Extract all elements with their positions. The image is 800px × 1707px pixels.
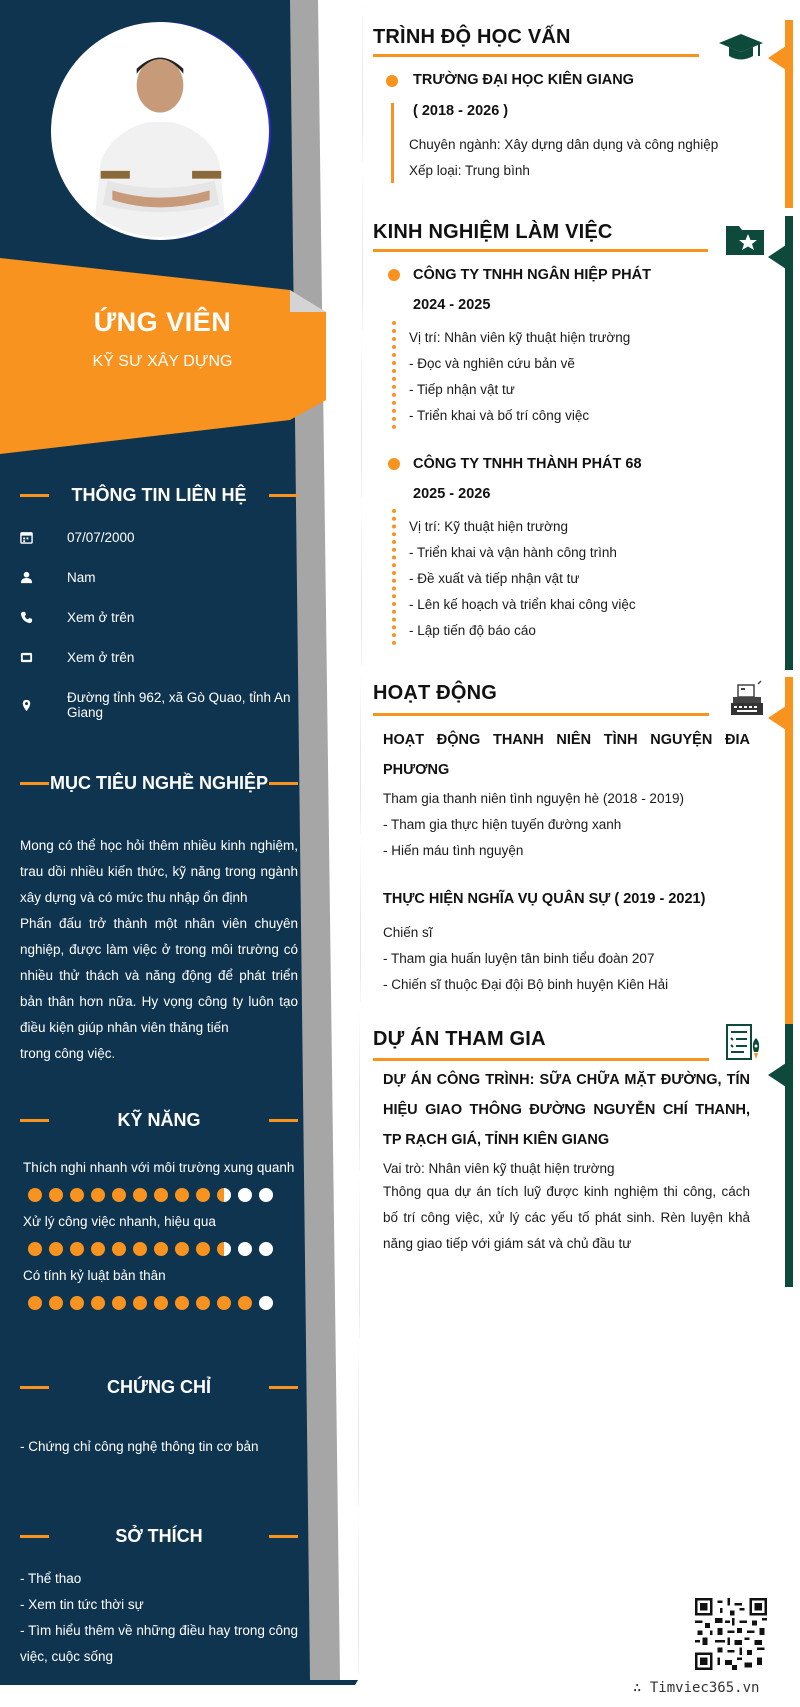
hobby-item: - Xem tin tức thời sự [20, 1597, 144, 1612]
skill-dot [217, 1296, 231, 1310]
activity-title: THỰC HIỆN NGHĨA VỤ QUÂN SỰ ( 2019 - 2021) [383, 891, 706, 907]
hobby-item: - Tìm hiểu thêm về những điều hay trong công việc, cuộc sống [20, 1623, 298, 1664]
skill-dot [196, 1242, 210, 1256]
skill-dot [28, 1296, 42, 1310]
activity-detail: - Tham gia huấn luyện tân binh tiểu đoàn 207 [383, 951, 655, 966]
project-title: DỰ ÁN CÔNG TRÌNH: SỮA CHỮA MẶT ĐƯỜNG, TÍN HIỆU GIAO THÔNG ĐƯỜNG NGUYỄN CHÍ THANH, TP RẠCH GIÁ, TỈNH KIÊN GIANG [383, 1072, 750, 1148]
contact-email: Xem ở trên [20, 650, 134, 665]
user-icon [20, 571, 46, 584]
skill-dot [70, 1296, 84, 1310]
skill-dot [154, 1242, 168, 1256]
avatar [51, 22, 269, 240]
skill-dot [154, 1296, 168, 1310]
hobbies-heading: SỞ THÍCH [20, 1526, 298, 1547]
skill-dot [49, 1296, 63, 1310]
experience-bullet [388, 458, 400, 470]
education-bullet [386, 75, 398, 87]
candidate-name: ỨNG VIÊN [93, 307, 232, 337]
skill-dot [175, 1242, 189, 1256]
skill-dot [238, 1296, 252, 1310]
qr-code [695, 1598, 767, 1670]
folder-star-icon [725, 222, 765, 256]
skill-dot [49, 1242, 63, 1256]
skills-heading: KỸ NĂNG [20, 1110, 298, 1131]
experience-heading: KINH NGHIỆM LÀM VIỆC [373, 221, 713, 244]
skill-dot [133, 1242, 147, 1256]
skill-dot [112, 1242, 126, 1256]
skill-dot [91, 1188, 105, 1202]
skill-dot [112, 1188, 126, 1202]
education-school: TRƯỜNG ĐẠI HỌC KIÊN GIANG [413, 72, 634, 88]
skill-dot [217, 1188, 231, 1202]
project-description: Thông qua dự án tích luỹ được kinh nghiệm thi công, cách bố trí công việc, xử lý các yếu tố phát sinh. Rèn luyện khả năng giao tiếp với giám sát và chủ đầu tư [383, 1184, 750, 1251]
objective-paragraph: Mong có thể học hỏi thêm nhiều kinh nghiệm, trau dồi nhiều kiến thức, kỹ năng trong ngành xây dựng và có mức thu nhập ổn định [20, 838, 298, 905]
skill-dot [28, 1242, 42, 1256]
experience-timeline [392, 321, 396, 429]
brand-watermark: ∴ Timviec365.vn [633, 1680, 760, 1696]
skill-label: Có tính kỷ luật bản thân [23, 1268, 166, 1283]
job-detail: Vị trí: Nhân viên kỹ thuật hiện trường [409, 330, 631, 345]
activity-detail: - Tham gia thực hiện tuyến đường xanh [383, 817, 622, 832]
skill-dot [217, 1242, 231, 1256]
job-period: 2025 - 2026 [413, 486, 491, 502]
contact-birthday: 07/07/2000 [20, 530, 135, 545]
job-detail: - Tiếp nhận vật tư [409, 382, 515, 397]
education-period: ( 2018 - 2026 ) [413, 103, 509, 119]
skill-dot [49, 1188, 63, 1202]
education-major: Chuyên ngành: Xây dựng dân dụng và công nghiệp [409, 137, 719, 152]
projects-heading: DỰ ÁN THAM GIA [373, 1028, 713, 1051]
education-timeline [391, 103, 394, 183]
activities-side-bar [785, 677, 793, 1024]
objective-text [20, 833, 298, 1067]
typewriter-icon [728, 680, 766, 718]
job-detail: - Triển khai và vận hành công trình [409, 545, 617, 560]
contact-address: Đường tỉnh 962, xã Gò Quao, tỉnh An Giang [20, 690, 330, 720]
avatar-photo [54, 25, 266, 237]
experience-side-bar [785, 216, 793, 670]
job-company: CÔNG TY TNHH THÀNH PHÁT 68 [413, 456, 642, 472]
activities-heading: HOẠT ĐỘNG [373, 682, 713, 705]
education-side-bar [785, 20, 793, 208]
job-detail: Vị trí: Kỹ thuật hiện trường [409, 519, 568, 534]
contact-heading: THÔNG TIN LIÊN HỆ [20, 485, 298, 506]
certificate-item: - Chứng chỉ công nghệ thông tin cơ bản [20, 1439, 259, 1454]
job-detail: - Lên kế hoạch và triển khai công việc [409, 597, 636, 612]
experience-side-marker [768, 245, 786, 269]
experience-timeline [392, 509, 396, 645]
skill-dot [91, 1296, 105, 1310]
phone-icon [20, 611, 46, 624]
objective-paragraph: trong công việc. [20, 1046, 116, 1061]
projects-side-marker [768, 1063, 786, 1087]
skill-rating [28, 1296, 273, 1310]
skill-rating [28, 1188, 273, 1202]
skill-dot [91, 1242, 105, 1256]
job-detail: - Đề xuất và tiếp nhận vật tư [409, 571, 580, 586]
skill-dot [196, 1296, 210, 1310]
job-detail: - Triển khai và bố trí công việc [409, 408, 590, 423]
hobbies-list [20, 1566, 298, 1670]
skill-dot [112, 1296, 126, 1310]
objective-heading: MỤC TIÊU NGHỀ NGHIỆP [20, 773, 298, 794]
activity-detail: Tham gia thanh niên tình nguyện hè (2018 - 2019) [383, 791, 684, 806]
skill-label: Xử lý công việc nhanh, hiệu qua [23, 1214, 216, 1229]
certificates-heading: CHỨNG CHỈ [20, 1377, 298, 1398]
skill-dot [133, 1188, 147, 1202]
email-icon [20, 651, 46, 664]
skill-dot [196, 1188, 210, 1202]
contact-gender: Nam [20, 570, 96, 585]
project-role: Vai trò: Nhân viên kỹ thuật hiện trường [383, 1161, 615, 1176]
activity-detail: - Chiến sĩ thuộc Đại đội Bộ binh huyện Kiên Hải [383, 977, 669, 992]
skill-dot [259, 1242, 273, 1256]
candidate-role: KỸ SƯ XÂY DỰNG [92, 353, 233, 370]
location-pin-icon [20, 699, 46, 712]
skill-dot [259, 1296, 273, 1310]
activity-detail: - Hiến máu tình nguyện [383, 843, 524, 858]
hobby-item: - Thể thao [20, 1571, 82, 1586]
education-heading: TRÌNH ĐỘ HỌC VẤN [373, 26, 713, 49]
skill-dot [70, 1242, 84, 1256]
graduation-cap-icon [718, 32, 764, 64]
checklist-rocket-icon [724, 1022, 764, 1062]
skill-rating [28, 1242, 273, 1256]
skill-dot [238, 1242, 252, 1256]
activities-side-marker [768, 706, 786, 730]
skill-dot [175, 1188, 189, 1202]
job-detail: - Lập tiến độ báo cáo [409, 623, 536, 638]
job-period: 2024 - 2025 [413, 297, 491, 313]
left-column [0, 0, 330, 1707]
job-detail: - Đọc và nghiên cứu bản vẽ [409, 356, 575, 371]
education-side-marker [768, 46, 786, 70]
contact-phone: Xem ở trên [20, 610, 134, 625]
objective-paragraph: Phấn đấu trở thành một nhân viên chuyên nghiệp, được làm việc ở trong môi trường có nhiều thử thách và năng động để phát triển bản thân hơn nữa. Hy vọng công ty luôn tạo điều kiện giúp nhân viên thăng tiến [20, 916, 298, 1035]
skill-label: Thích nghi nhanh với môi trường xung quanh [23, 1160, 295, 1175]
calendar-icon [20, 531, 46, 544]
experience-bullet [388, 269, 400, 281]
skill-dot [133, 1296, 147, 1310]
skill-dot [70, 1188, 84, 1202]
activity-detail: Chiến sĩ [383, 925, 433, 940]
job-company: CÔNG TY TNHH NGÂN HIỆP PHÁT [413, 267, 651, 283]
skill-dot [28, 1188, 42, 1202]
activity-title: HOẠT ĐỘNG THANH NIÊN TÌNH NGUYỆN ĐIA PHƯƠNG [383, 732, 750, 778]
skill-dot [154, 1188, 168, 1202]
skill-dot [259, 1188, 273, 1202]
skill-dot [175, 1296, 189, 1310]
skill-dot [238, 1188, 252, 1202]
projects-side-bar [785, 1024, 793, 1287]
education-grade: Xếp loại: Trung bình [409, 163, 530, 178]
